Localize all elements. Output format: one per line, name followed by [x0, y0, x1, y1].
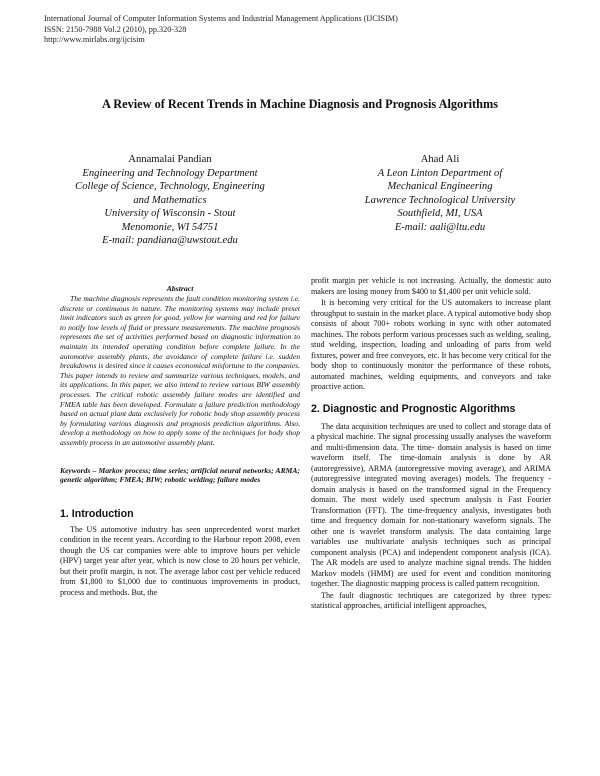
author-1 [40, 153, 300, 248]
introduction-paragraph-continued: profit margin per vehicle is not increasing. Actually, the domestic auto makers are losing money from $400 to $1,400 per unit vehicle sold. [311, 276, 551, 296]
paper-title: A Review of Recent Trends in Machine Diagnosis and Prognosis Algorithms [101, 97, 499, 111]
author-affiliation: Lawrence Technological University [364, 194, 516, 206]
introduction-paragraph: It is becoming very critical for the US automakers to increase plant throughput to sustain in the market place. A typical automotive body shop consists of about 700+ robots working in sync with other automated machines. The robots perform various processes such as welding, sealing, stud welding, inspection, loading and unloading of parts from weld fixtures, power and free conveyors, etc. It has become very critical for the body shop to continuously monitor the performance of these robots, automated machines, welding equipments, and conveyors and take proactive action. [311, 298, 551, 391]
journal-name: International Journal of Computer Information Systems and Industrial Management Applications (IJCISIM) [44, 14, 398, 23]
author-affiliation: Southfield, MI, USA [397, 208, 483, 219]
keywords: Keywords – Markov process; time series; artificial neural networks; ARMA; genetic algorithm; FMEA; BIW; robotic welding; failure modes [60, 465, 300, 485]
author-affiliation: University of Wisconsin - Stout [104, 208, 236, 219]
author-affiliation: Mechanical Engineering [387, 181, 493, 192]
author-affiliation: and Mathematics [133, 194, 207, 206]
algorithms-paragraph: The data acquisition techniques are used to collect and storage data of a physical machine. The signal processing usually analyses the waveform and multi-dimension data. The time- domain analysis is based on time waveform itself. The time-domain analysis is done by AR (autoregressive), ARMA (autoregressive moving average), and ARIMA (autoregressive integrated moving averages) models. The frequency - domain analysis is based on the transformed signal in the Frequency domain. The most widely used spectrum analysis is Fast Fourier Transformation (FFT). The time-frequency analysis, investigates both time and frequency domain for non-stationary waveform signals. The other one is wavelet transform analysis. The data containing large variables use multivariate analysis techniques such as principal component analysis (PCA) and independent component analysis (ICA). The AR models are used to analyze machine signal trends. The hidden Markov models (HMM) are used for event and condition monitoring together. The diagnostic mapping process is called pattern recognition. [311, 421, 551, 588]
author-email[interactable]: E-mail: pandiana@uwstout.edu [102, 235, 238, 246]
author-affiliation: Menomonie, WI 54751 [121, 221, 219, 233]
author-email[interactable]: E-mail: aali@ltu.edu [394, 221, 486, 233]
journal-header [44, 14, 398, 46]
journal-issn: ISSN: 2150-7988 Vol.2 (2010), pp.320-328 [44, 24, 187, 34]
introduction-paragraph: The US automotive industry has seen unprecedented worst market condition in the recent years. According to the Harbour report 2008, even though the US car companies were able to improve hours per vehicle (HPV) target year after year, which is now close to 20 hours per vehicle, but their profit margin, is not. The average labor cost per vehicle reduced from $1,800 to $1,000 due to continuous improvements in product, process and methods. But, the [60, 524, 300, 597]
abstract-heading: Abstract [166, 284, 194, 293]
journal-url[interactable]: http://www.mirlabs.org/ijcisim [44, 35, 145, 44]
author-2 [320, 153, 560, 234]
author-affiliation: Engineering and Technology Department [82, 167, 258, 179]
author-affiliation: College of Science, Technology, Engineering [75, 181, 265, 192]
author-name: Annamalai Pandian [128, 154, 212, 165]
section-heading-algorithms: 2. Diagnostic and Prognostic Algorithms [311, 402, 516, 415]
left-column [60, 284, 300, 598]
abstract-text: The machine diagnosis represents the fault condition monitoring system i.e. discrete or continuous in nature. The monitoring systems may include preset limit indicators such as green for good, yellow for warning and red for failure to notify low levels of fluid or pressure measurements. The machine prognosis represents the set of activities performed based on diagnostic information to maintain its intended operating condition before complete failure. In the automotive assembly plants, the avoidance of complete failure i.e. sudden breakdowns is desired since it causes economical misfortune to the companies. This paper intends to review and summarize various techniques, models, and its applications. In this paper, we also intend to review various BIW assembly processes. The critical robotic assembly failure modes are identified and FMEA table has been developed. Formulate a failure prediction methodology based on actual plant data exclusively for robotic body shop assembly process by formulating various diagnosis and prognosis prediction algorithms. Also, develop a methodology on how to apply some of the techniques for body shop assembly process in an automotive assembly plant. [60, 294, 300, 447]
author-affiliation: A Leon Linton Department of [377, 167, 503, 179]
right-column [311, 276, 551, 612]
algorithms-paragraph: The fault diagnostic techniques are categorized by three types: statistical approaches, artificial intelligent approaches, [311, 590, 551, 610]
section-heading-introduction: 1. Introduction [60, 507, 134, 520]
author-name: Ahad Ali [420, 154, 460, 165]
